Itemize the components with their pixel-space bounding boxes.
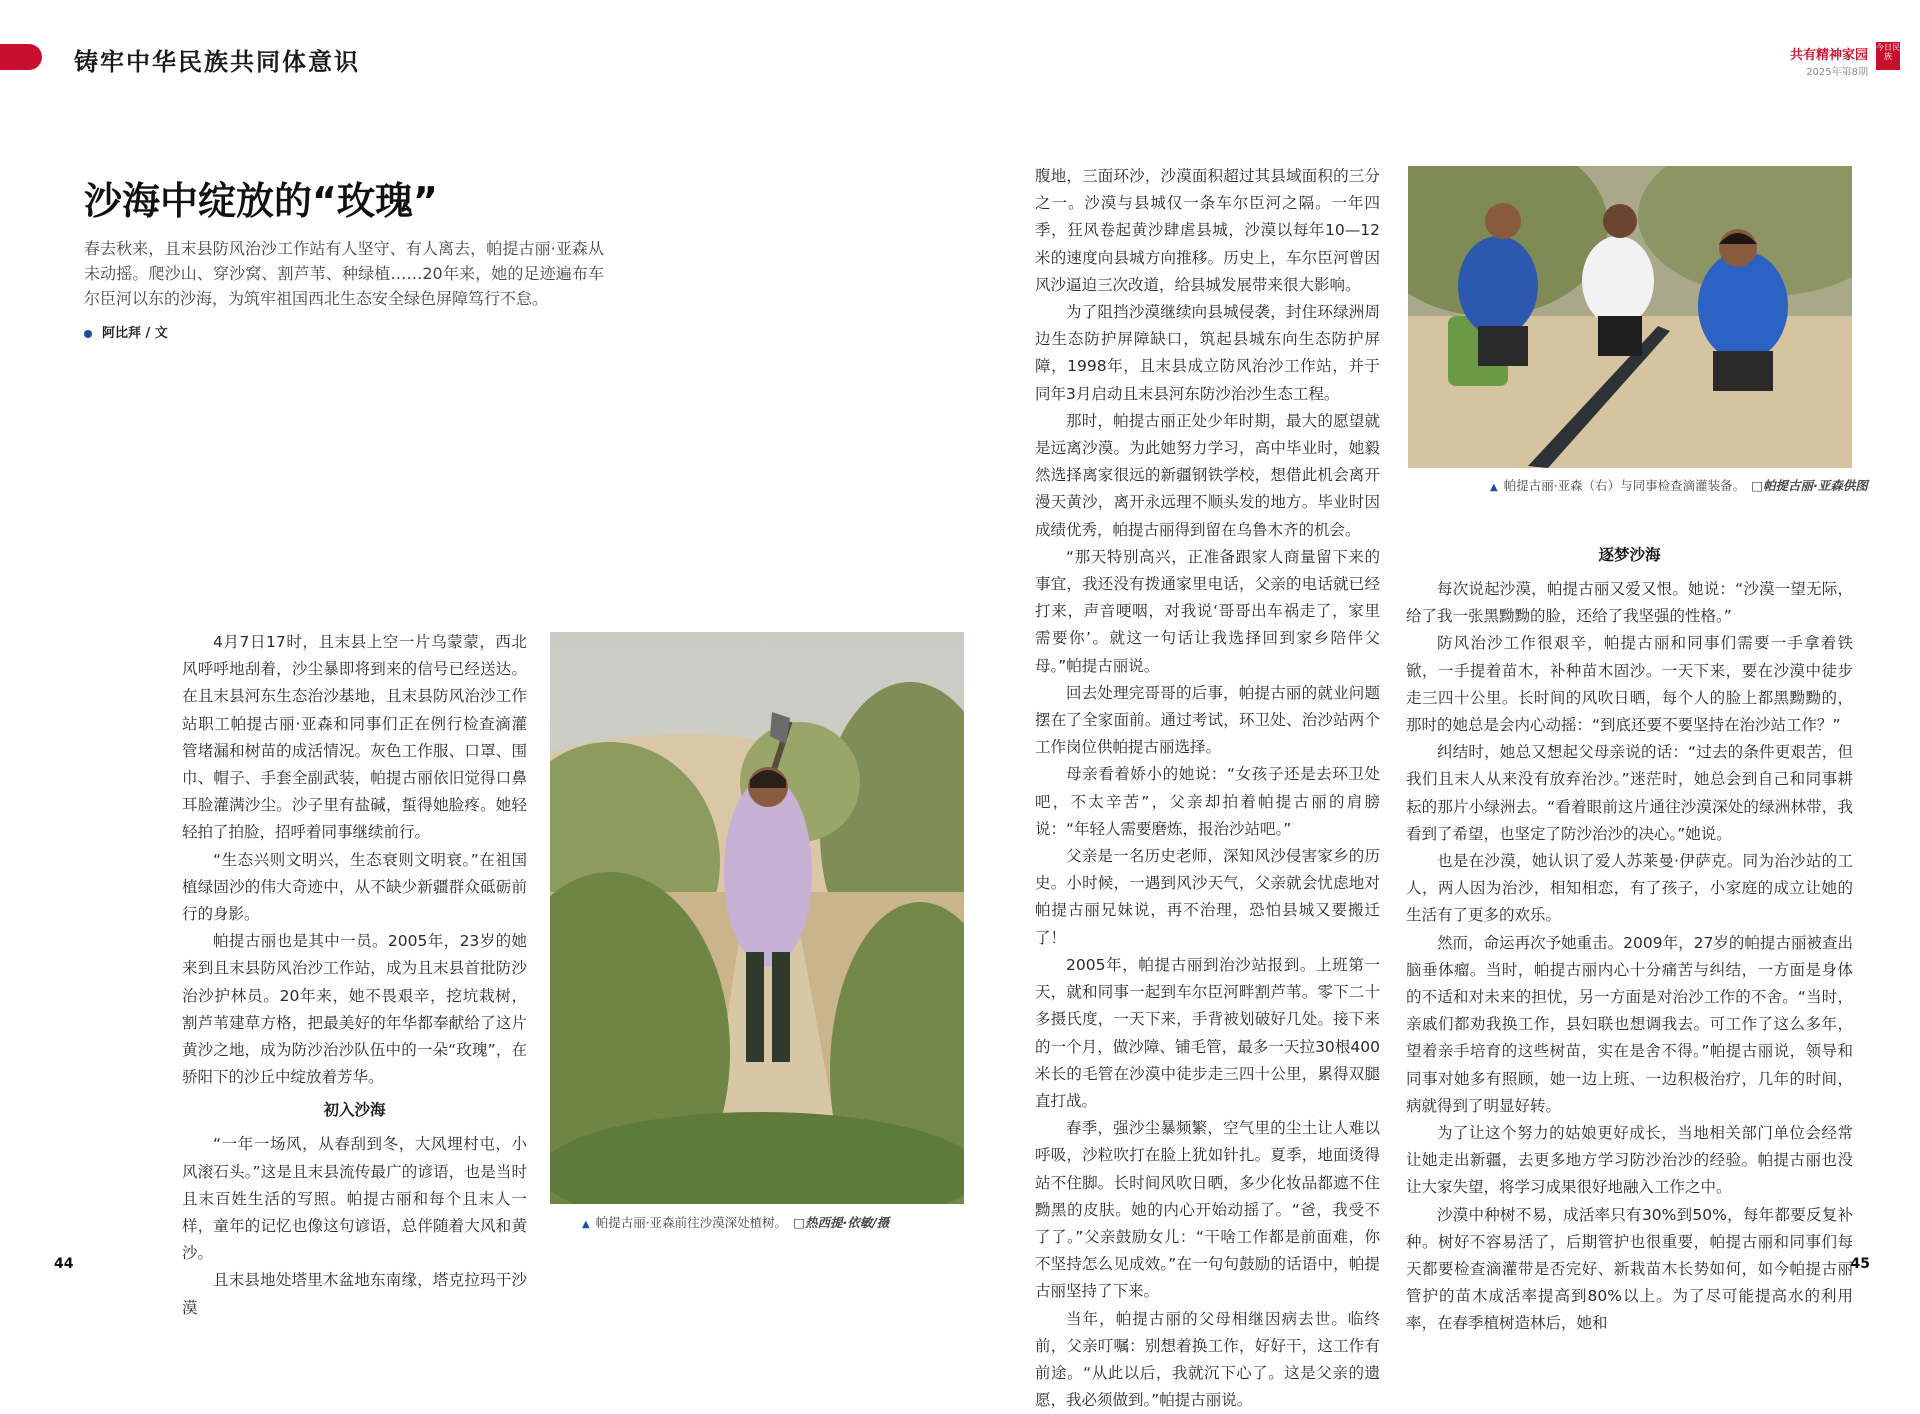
paragraph: 腹地，三面环沙，沙漠面积超过其县域面积的三分之一。沙漠与县城仅一条车尔臣河之隔。一年四季，狂风卷起黄沙肆虐县城，沙漠以每年10—12米的速度向县城方向推移。历史上，车尔臣河曾因风沙逼迫三次改道，给县城发展带来很大影响。 (1035, 167, 1380, 294)
paragraph: “生态兴则文明兴，生态衰则文明衰。”在祖国植绿固沙的伟大奇迹中，从不缺少新疆群众砥砺前行的身影。 (182, 850, 527, 924)
paragraph: 帕提古丽也是其中一员。2005年，23岁的她来到且末县防风治沙工作站，成为且末县首批防沙治沙护林员。20年来，她不畏艰辛，挖坑栽树，割芦苇建草方格，把最美好的年华都奉献给了这片黄沙之地，成为防沙治沙队伍中的一朵“玫瑰”，在骄阳下的沙丘中绽放着芳华。 (182, 932, 527, 1087)
caption-triangle-icon: ▲ (1490, 482, 1498, 493)
photo-image (1408, 166, 1852, 468)
paragraph: 为了阻挡沙漠继续向县城侵袭，封住环绿洲周边生态防护屏障缺口，筑起县城东向生态防护屏障，1998年，且末县成立防风治沙工作站，并于同年3月启动且末县河东防沙治沙生态工程。 (1035, 303, 1380, 403)
paragraph: 2005年，帕提古丽到治沙站报到。上班第一天，就和同事一起到车尔臣河畔割芦苇。零下二十多摄氏度，一天下来，手背被划破好几处。接下来的一个月，做沙障、铺毛管，最多一天拉30根400米长的毛管在沙漠中徒步走三四十公里，累得双腿直打战。 (1035, 955, 1380, 1110)
paragraph: 且末县地处塔里木盆地东南缘，塔克拉玛干沙漠 (182, 1271, 527, 1317)
column-4 (1406, 536, 1853, 1338)
subheading: 逐梦沙海 (1598, 546, 1661, 564)
brand-name: 共有精神家园 (1789, 48, 1868, 63)
paragraph: 纠结时，她总又想起父母亲说的话：“过去的条件更艰苦，但我们且末人从来没有放弃治沙。”迷茫时，她总会到自己和同事耕耘的那片小绿洲去。“看着眼前这片通往沙漠深处的绿洲林带，我看到了希望，也坚定了防沙治沙的决心。”她说。 (1406, 743, 1853, 843)
photo-woman-with-shovel (550, 632, 964, 1204)
paragraph: 母亲看着娇小的她说：“女孩子还是去环卫处吧，不太辛苦”，父亲却拍着帕提古丽的肩膀说：“年轻人需要磨炼，报治沙站吧。” (1035, 765, 1380, 838)
photo2-caption (1490, 476, 1868, 494)
photo-drip-irrigation-check (1408, 166, 1852, 468)
page-number-left: 44 (54, 1256, 74, 1272)
article-title: 沙海中绽放的“玫瑰” (84, 179, 438, 223)
paragraph: 为了让这个努力的姑娘更好成长，当地相关部门单位会经常让她走出新疆，去更多地方学习防沙治沙的经验。帕提古丽也没让大家失望，将学习成果很好地融入工作之中。 (1406, 1124, 1853, 1197)
paragraph: 沙漠中种树不易，成活率只有30%到50%，每年都要反复补种。树好不容易活了，后期管护也很重要，帕提古丽和同事们每天都要检查滴灌带是否完好、新栽苗木长势如何，如今帕提古丽管护的苗木成活率提高到80%以上。为了尽可能提高水的利用率，在春季植树造林后，她和 (1406, 1205, 1853, 1333)
section-title: 铸牢中华民族共同体意识 (74, 47, 360, 76)
column-3 (1035, 163, 1380, 1414)
paragraph: 每次说起沙漠，帕提古丽又爱又恨。她说：“沙漠一望无际，给了我一张黑黝黝的脸，还给了我坚强的性格。” (1406, 580, 1853, 626)
brand-badge: 今日民族 (1876, 42, 1900, 70)
paragraph: 春季，强沙尘暴频繁，空气里的尘土让人难以呼吸，沙粒吹打在脸上犹如针扎。夏季，地面烫得站不住脚。长时间风吹日晒，多少化妆品都遮不住黝黑的皮肤。她的内心开始动摇了。“爸，我受不了了。”父亲鼓励女儿：“干啥工作都是前面难，你不坚持怎么见成效。”在一句句鼓励的话语中，帕提古丽坚持了下来。 (1035, 1119, 1380, 1301)
paragraph: “那天特别高兴，正准备跟家人商量留下来的事宜，我还没有拨通家里电话，父亲的电话就已经打来，声音哽咽，对我说‘哥哥出车祸走了，家里需要你’。就这一句话让我选择回到家乡陪伴父母。”帕提古丽说。 (1035, 547, 1380, 675)
photo-credit: □帕提古丽·亚森供图 (1751, 478, 1868, 493)
subheading: 初入沙海 (323, 1101, 386, 1120)
paragraph: 那时，帕提古丽正处少年时期，最大的愿望就是远离沙漠。为此她努力学习，高中毕业时，她毅然选择离家很远的新疆钢铁学校，想借此机会离开漫天黄沙，离开永远理不顺头发的地方。毕业时因成绩优秀，帕提古丽得到留在乌鲁木齐的机会。 (1035, 411, 1380, 539)
photo-image (550, 632, 964, 1204)
paragraph: 当年，帕提古丽的父母相继因病去世。临终前，父亲叮嘱：别想着换工作，好好干，这工作有前途。“从此以后，我就沉下心了。这是父亲的遗愿，我必须做到。”帕提古丽说。 (1035, 1309, 1380, 1410)
paragraph: 回去处理完哥哥的后事，帕提古丽的就业问题摆在了全家面前。通过考试，环卫处、治沙站两个工作岗位供帕提古丽选择。 (1035, 683, 1380, 757)
article-lead: 春去秋来，且末县防风治沙工作站有人坚守、有人离去，帕提古丽·亚森从未动摇。爬沙山、穿沙窝、割芦苇、种绿植……20年来，她的足迹遍布车尔臣河以东的沙海，为筑牢祖国西北生态安全绿色屏障笃行不怠。 (84, 239, 604, 308)
byline (84, 322, 168, 341)
bullet-icon (84, 330, 92, 338)
caption-text: 帕提古丽·亚森（右）与同事检查滴灌装备。 (1503, 478, 1746, 493)
paragraph: 也是在沙漠，她认识了爱人苏莱曼·伊萨克。同为治沙站的工人，两人因为治沙，相知相恋，有了孩子，小家庭的成立让她的生活有了更多的欢乐。 (1406, 852, 1853, 925)
issue-number: 2025年第8期 (1806, 67, 1868, 78)
paragraph: 然而，命运再次予她重击。2009年，27岁的帕提古丽被查出脑垂体瘤。当时，帕提古丽内心十分痛苦与纠结，一方面是身体的不适和对未来的担忧，另一方面是对治沙工作的不舍。“当时，亲戚们都劝我换工作，县妇联也想调我去。可工作了这么多年，望着亲手培育的这些树苗，实在是舍不得。”帕提古丽说，领导和同事对她多有照顾，她一边上班、一边积极治疗，几年的时间，病就得到了明显好转。 (1406, 933, 1853, 1115)
paragraph: 防风治沙工作很艰辛，帕提古丽和同事们需要一手拿着铁锨，一手提着苗木，补种苗木固沙。一天下来，要在沙漠中徒步走三四十公里。长时间的风吹日晒，每个人的脸上都黑黝黝的，那时的她总是会内心动摇：“到底还要不要坚持在治沙站工作？” (1406, 634, 1853, 735)
photo1-caption (582, 1213, 889, 1231)
magazine-brand (1790, 44, 1868, 78)
section-red-tab (0, 44, 42, 70)
page-number-right: 45 (1850, 1256, 1870, 1272)
column-1 (182, 629, 527, 1322)
caption-triangle-icon: ▲ (582, 1219, 590, 1230)
caption-text: 帕提古丽·亚森前往沙漠深处植树。 (595, 1215, 788, 1230)
paragraph: 4月7日17时，且末县上空一片乌蒙蒙，西北风呼呼地刮着，沙尘暴即将到来的信号已经送达。在且末县河东生态治沙基地，且末县防风治沙工作站职工帕提古丽·亚森和同事们正在例行检查滴灌管堵漏和树苗的成活情况。灰色工作服、口罩、围巾、帽子、手套全副武装，帕提古丽依旧觉得口鼻耳脸灌满沙尘。沙子里有盐碱，蜇得她脸疼。她轻轻拍了拍脸，招呼着同事继续前行。 (182, 633, 527, 842)
author: 阿比拜 / 文 (102, 326, 168, 341)
paragraph: 父亲是一名历史老师，深知风沙侵害家乡的历史。小时候，一遇到风沙天气，父亲就会忧虑地对帕提古丽兄妹说，再不治理，恐怕县城又要搬迁了！ (1035, 847, 1380, 947)
paragraph: “一年一场风，从春刮到冬，大风埋村屯，小风滚石头。”这是且末县流传最广的谚语，也是当时且末百姓生活的写照。帕提古丽和每个且末人一样，童年的记忆也像这句谚语，总伴随着大风和黄沙。 (182, 1135, 527, 1263)
photo-credit: □热西提·依敏/摄 (793, 1215, 890, 1230)
